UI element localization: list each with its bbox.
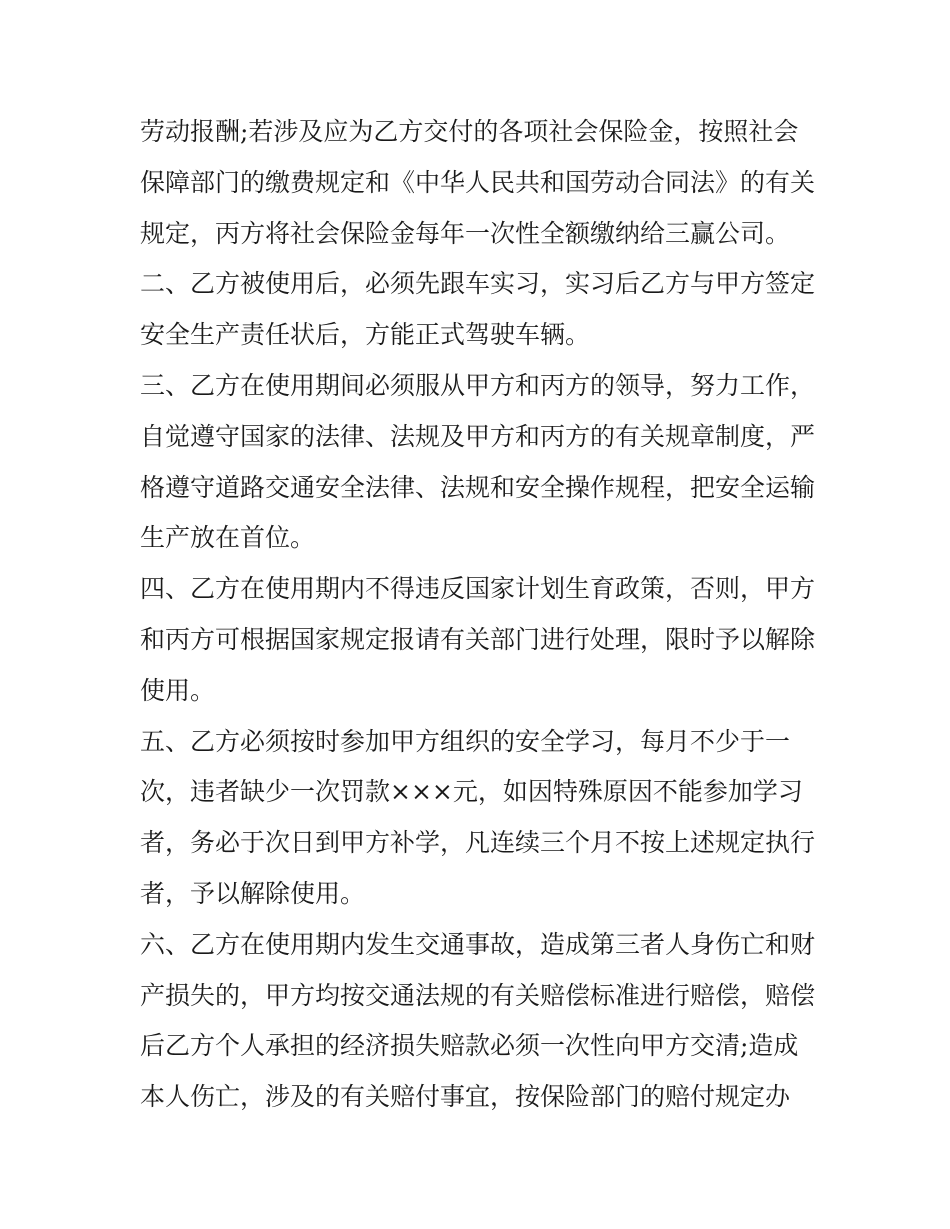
text-line: 自觉遵守国家的法律、法规及甲方和丙方的有关规章制度，严	[140, 421, 816, 451]
text-line: 劳动报酬;若涉及应为乙方交付的各项社会保险金，按照社会	[140, 117, 799, 146]
text-line: 规定，丙方将社会保险金每年一次性全额缴纳给三赢公司。	[140, 218, 791, 248]
text-line: 次，违者缺少一次罚款×××元，如因特殊原因不能参加学习	[140, 777, 803, 807]
contract-text-body	[140, 107, 830, 1123]
clause-5-line: 五、乙方必须按时参加甲方组织的安全学习，每月不少于一	[140, 726, 791, 756]
text-line: 产损失的，甲方均按交通法规的有关赔偿标准进行赔偿，赔偿	[140, 980, 816, 1010]
text-line: 安全生产责任状后，方能正式驾驶车辆。	[140, 320, 591, 350]
text-line: 格遵守道路交通安全法律、法规和安全操作规程，把安全运输	[140, 472, 816, 502]
text-line: 和丙方可根据国家规定报请有关部门进行处理，限时予以解除	[140, 624, 816, 654]
text-line: 使用。	[140, 675, 216, 705]
clause-3-line: 三、乙方在使用期间必须服从甲方和丙方的领导，努力工作，	[140, 370, 816, 400]
text-line: 者，予以解除使用。	[140, 878, 366, 908]
clause-6-line: 六、乙方在使用期内发生交通事故，造成第三者人身伤亡和财	[140, 929, 816, 959]
text-line: 者，务必于次日到甲方补学，凡连续三个月不按上述规定执行	[140, 828, 816, 858]
clause-4-line: 四、乙方在使用期内不得违反国家计划生育政策，否则，甲方	[140, 574, 816, 604]
text-line: 保障部门的缴费规定和《中华人民共和国劳动合同法》的有关	[140, 167, 816, 197]
clause-2-line: 二、乙方被使用后，必须先跟车实习，实习后乙方与甲方签定	[140, 269, 816, 299]
text-line: 生产放在首位。	[140, 523, 316, 553]
text-line: 后乙方个人承担的经济损失赔款必须一次性向甲方交清;造成	[140, 1031, 799, 1061]
text-line: 本人伤亡，涉及的有关赔付事宜，按保险部门的赔付规定办	[140, 1082, 791, 1112]
